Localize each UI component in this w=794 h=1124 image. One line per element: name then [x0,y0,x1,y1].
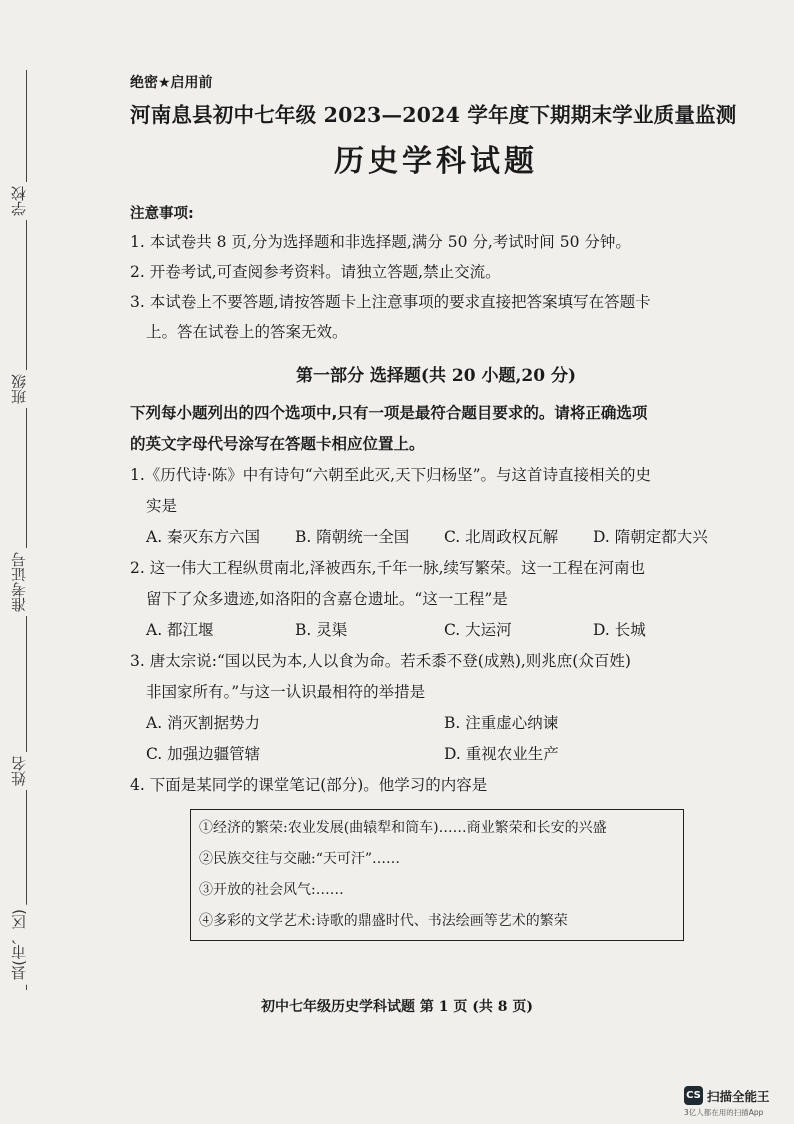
question-stem: 3. 唐太宗说:“国以民为本,人以食为命。若禾黍不登(成熟),则兆庶(众百姓) [130,652,631,670]
option-a: A. 都江堰 [146,621,214,639]
question-stem: 留下了众多遗迹,如洛阳的含嘉仓遗址。“这一工程”是 [146,590,508,608]
option-b: B. 隋朝统一全国 [295,528,410,546]
option-c: C. 大运河 [444,621,512,639]
question-stem: 2. 这一伟大工程纵贯南北,泽被西东,千年一脉,续写繁荣。这一工程在河南也 [130,559,645,577]
option-d: D. 长城 [593,621,646,639]
option-grid [130,708,742,770]
page-footer: 初中七年级历史学科试题 第 1 页 (共 8 页) [261,999,533,1015]
secret-mark: 绝密★启用前 [130,75,213,91]
question-2 [130,553,742,646]
scanner-watermark [684,1086,792,1118]
option-b: B. 注重虚心纳谏 [444,714,559,732]
side-label-county: 县(市、区) [8,905,40,985]
part-intro: 下列每小题列出的四个选项中,只有一项是最符合题目要求的。请将正确选项 [130,404,648,422]
option-d: D. 隋朝定都大兴 [593,528,708,546]
watermark-name: 扫描全能王 [707,1088,770,1104]
option-b: B. 灵渠 [295,621,348,639]
question-3 [130,646,742,770]
camscanner-logo-icon: CS [684,1086,703,1105]
side-label-school: 学校 [8,182,40,220]
option-row [130,522,742,553]
notice-item: 3. 本试卷上不要答题,请按答题卡上注意事项的要求直接把答案填写在答题卡 [130,293,651,311]
question-stem: 非国家所有。”与这一认识最相符的举措是 [146,683,426,701]
exam-title: 河南息县初中七年级 2023—2024 学年度下期期末学业质量监测 [130,103,737,127]
notice-item: 上。答在试卷上的答案无效。 [146,323,348,341]
notice-heading: 注意事项: [130,206,194,222]
side-label-name: 姓名 [8,752,40,790]
note-line: ③开放的社会风气:…… [199,882,344,898]
notice-item: 1. 本试卷共 8 页,分为选择题和非选择题,满分 50 分,考试时间 50 分钟。 [130,233,631,251]
note-line: ②民族交往与交融:“天可汗”…… [199,851,401,867]
part-title: 第一部分 选择题(共 20 小题,20 分) [296,366,576,386]
question-stem: 1.《历代诗·陈》中有诗句“六朝至此灭,天下归杨坚”。与这首诗直接相关的史 [130,466,651,484]
notice-item: 2. 开卷考试,可查阅参考资料。请独立答题,禁止交流。 [130,263,501,281]
option-row [130,615,742,646]
subject-title: 历史学科试题 [334,144,538,179]
question-4 [130,770,742,941]
part-intro: 的英文字母代号涂写在答题卡相应位置上。 [130,435,425,453]
class-notes-box [190,809,684,941]
option-c: C. 加强边疆管辖 [146,745,261,763]
question-1 [130,460,742,553]
question-stem: 4. 下面是某同学的课堂笔记(部分)。他学习的内容是 [130,776,488,794]
exam-page [130,72,742,941]
watermark-subtitle: 3亿人都在用的扫描App [684,1108,764,1117]
side-label-exam-number: 准考证号 [8,548,40,616]
option-a: A. 秦灭东方六国 [146,528,261,546]
option-a: A. 消灭割据势力 [146,714,261,732]
side-label-class: 班级 [8,370,40,408]
note-line: ①经济的繁荣:农业发展(曲辕犁和筒车)……商业繁荣和长安的兴盛 [199,820,607,836]
note-line: ④多彩的文学艺术:诗歌的鼎盛时代、书法绘画等艺术的繁荣 [199,913,568,929]
option-d: D. 重视农业生产 [444,745,559,763]
question-stem: 实是 [146,497,178,515]
option-c: C. 北周政权瓦解 [444,528,559,546]
